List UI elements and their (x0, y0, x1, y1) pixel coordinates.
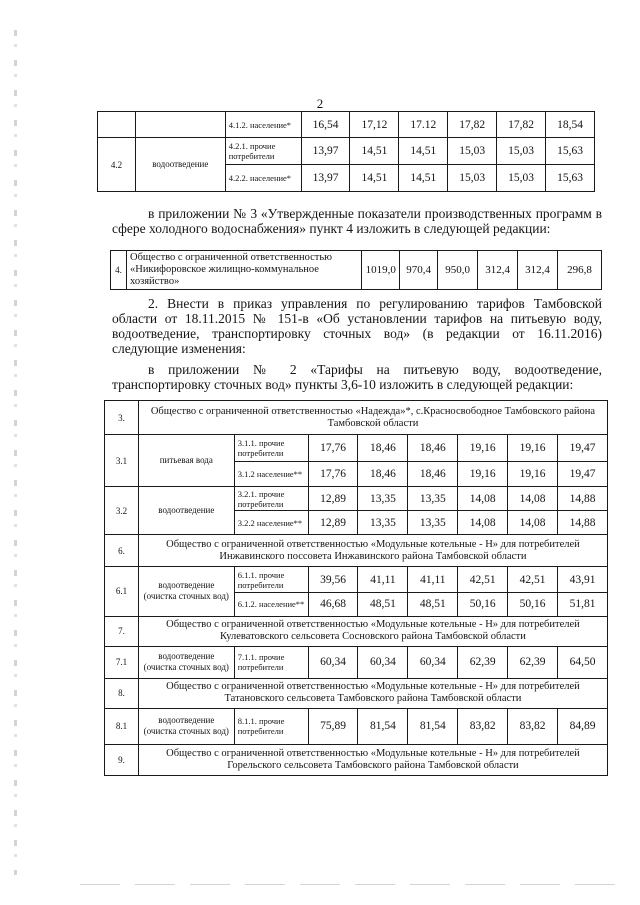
service-name: водоотведение (135, 138, 225, 192)
organization-name: Общество с ограниченной ответственностью «Никифоровское жилищно-коммунальное хозяйство» (126, 251, 361, 290)
table-row: 3.1.2 население** 17,76 18,46 18,46 19,16 19,16 19,47 (105, 462, 608, 487)
page-number: 2 (316, 96, 324, 111)
table-row: 3.2 водоотведение 3.2.1. прочие потребители 12,89 13,35 13,35 14,08 14,08 14,88 (105, 487, 608, 511)
table-row: 3.1 питьевая вода 3.1.1. прочие потребители 17,76 18,46 18,46 19,16 19,16 19,47 (105, 435, 608, 462)
organization-name: Общество с ограниченной ответственностью «Модульные котельные - Н» для потребителей Кулеватовского сельсовета Сосновского района Тамбовской области (138, 616, 607, 646)
table-row: 4.2 водоотведение 4.2.1. прочие потребители 13,97 14,51 14,51 15,03 15,03 15,63 (98, 138, 595, 165)
table-row: 6. Общество с ограниченной ответственностью «Модульные котельные - Н» для потребителей Инжавинского поссовета Инжавинского района Тамбовской области (105, 535, 608, 567)
service-name: водоотведение (очистка сточных вод) (138, 567, 234, 616)
organization-name: Общество с ограниченной ответственностью «Модульные котельные - Н» для потребителей Татановского сельсовета Тамбовского района Тамбовской области (138, 678, 607, 708)
organization-name: Общество с ограниченной ответственностью «Модульные котельные - Н» для потребителей Горельского сельсовета Тамбовского района Тамбовской области (138, 744, 607, 775)
table-row: 7.1 водоотведение (очистка сточных вод) 7.1.1. прочие потребители 60,34 60,34 60,34 62,39 62,39 64,50 (105, 646, 608, 678)
table-row: 9. Общество с ограниченной ответственностью «Модульные котельные - Н» для потребителей Горельского сельсовета Тамбовского района Тамбовской области (105, 744, 608, 775)
row-code: 4.1.2. население* (225, 112, 301, 138)
organization-name: Общество с ограниченной ответственностью «Модульные котельные - Н» для потребителей Инжавинского поссовета Инжавинского района Тамбовской области (138, 535, 607, 567)
table-tariffs (104, 400, 608, 776)
paragraph-item-2: 2. Внести в приказ управления по регулированию тарифов Тамбовской области от 18.11.2015 № 151-в «Об установлении тарифов на питьевую воду, водоотведение, транспортировку сточных вод» (в редакции от 16.11.2016) следующие изменения: (112, 296, 602, 356)
table-row: 8.1 водоотведение (очистка сточных вод) 8.1.1. прочие потребители 75,89 81,54 81,54 83,82 83,82 84,89 (105, 708, 608, 744)
table-row: 6.1 водоотведение (очистка сточных вод) 6.1.1. прочие потребители 39,56 41,11 41,11 42,51 42,51 43,91 (105, 567, 608, 593)
table-row: 4.2.2. население* 13,97 14,51 14,51 15,03 15,03 15,63 (98, 165, 595, 192)
table-row: 4.1.2. население* 16,54 17,12 17.12 17,82 17,82 18,54 (98, 112, 595, 138)
row-number: 4.2 (98, 138, 136, 192)
service-name: водоотведение (очистка сточных вод) (138, 646, 234, 678)
paragraph-appendix-3: в приложении № 3 «Утвержденные показатели производственных программ в сфере холодного водоснабжения» пункт 4 изложить в следующей редакции: (112, 206, 602, 236)
table-row: 3.2.2 население** 12,89 13,35 13,35 14,08 14,08 14,88 (105, 511, 608, 535)
row-code: 4.2.2. население* (225, 165, 301, 192)
table-top (97, 111, 595, 192)
row-number: 4. (111, 251, 127, 290)
table-row: 3. Общество с ограниченной ответственностью «Надежда»*, с.Красносвободное Тамбовского района Тамбовской области (105, 401, 608, 435)
paragraph-appendix-2: в приложении № 2 «Тарифы на питьевую воду, водоотведение, транспортировку сточных вод» пункты 3,6-10 изложить в следующей редакции: (112, 362, 602, 392)
table-row: 7. Общество с ограниченной ответственностью «Модульные котельные - Н» для потребителей Кулеватовского сельсовета Сосновского района Тамбовской области (105, 616, 608, 646)
service-name: водоотведение (138, 487, 234, 535)
table-row: 6.1.2. население** 46,68 48,51 48,51 50,16 50,16 51,81 (105, 593, 608, 616)
service-name: водоотведение (очистка сточных вод) (138, 708, 234, 744)
table-production-indicators (110, 250, 602, 290)
table-row: 4. Общество с ограниченной ответственностью «Никифоровское жилищно-коммунальное хозяйство» 1019,0 970,4 950,0 312,4 312,4 296,8 (111, 251, 602, 290)
service-name: питьевая вода (138, 435, 234, 487)
scan-edge-artifact (14, 30, 17, 875)
scan-bottom-artifact (80, 884, 620, 885)
table-row: 8. Общество с ограниченной ответственностью «Модульные котельные - Н» для потребителей Татановского сельсовета Тамбовского района Тамбовской области (105, 678, 608, 708)
row-code: 4.2.1. прочие потребители (225, 138, 301, 165)
organization-name: Общество с ограниченной ответственностью «Надежда»*, с.Красносвободное Тамбовского района Тамбовской области (138, 401, 607, 435)
